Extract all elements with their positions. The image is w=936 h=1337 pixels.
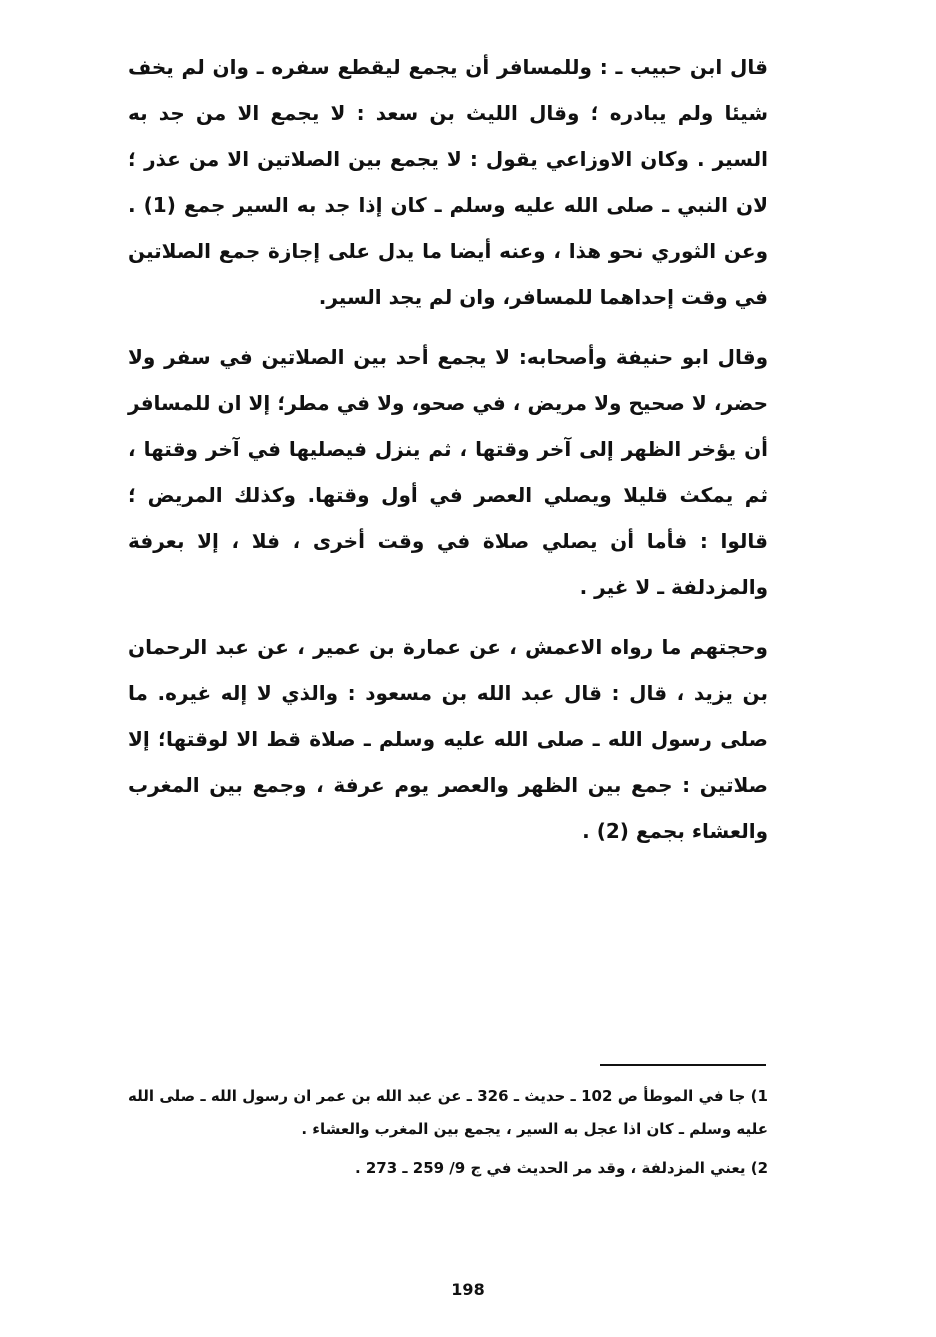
footnote-1: 1) جا في الموطأ ص 102 ـ حديث ـ 326 ـ عن عبد الله بن عمر ان رسول الله ـ صلى الله عليه وسلم ـ كان اذا عجل به السير ، يجمع بين المغرب والعشاء . [128,1087,768,1138]
paragraph-1: قال ابن حبيب ـ : وللمسافر أن يجمع ليقطع سفره ـ وان لم يخف شيئا ولم يبادره ؛ وقال الليث بن سعد : لا يجمع الا من جد به السير . وكان الاوزاعي يقول : لا يجمع بين الصلاتين الا من عذر ؛ لان النبي ـ صلى الله عليه وسلم ـ كان إذا جد به السير جمع (1) . وعن الثوري نحو هذا ، وعنه أيضا ما يدل على إجازة جمع الصلاتين في وقت إحداهما للمسافر، وان لم يجد السير. [128,55,768,309]
footnote-2: 2) يعني المزدلفة ، وقد مر الحديث في ج 9/ 259 ـ 273 . [354,1159,768,1177]
footnotes [128,1080,768,1191]
main-text [128,44,768,854]
paragraph-3: وحجتهم ما رواه الاعمش ، عن عمارة بن عمير ، عن عبد الرحمان بن يزيد ، قال : قال عبد الله بن مسعود : والذي لا إله غيره. ما صلى رسول الله ـ صلى الله عليه وسلم ـ صلاة قط الا لوقتها؛ إلا صلاتين : جمع بين الظهر والعصر يوم عرفة ، وجمع بين المغرب والعشاء بجمع (2) . [128,635,768,843]
page-number: 198 [451,1280,485,1299]
footnote-divider [600,1064,766,1066]
paragraph-2: وقال ابو حنيفة وأصحابه: لا يجمع أحد بين الصلاتين في سفر ولا حضر، لا صحيح ولا مريض ، في صحو، ولا في مطر؛ إلا ان للمسافر أن يؤخر الظهر إلى آخر وقتها ، ثم ينزل فيصليها في آخر وقتها ، ثم يمكث قليلا ويصلي العصر في أول وقتها. وكذلك المريض ؛ قالوا : فأما أن يصلي صلاة في وقت أخرى ، فلا ، إلا بعرفة والمزدلفة ـ لا غير . [128,345,768,599]
